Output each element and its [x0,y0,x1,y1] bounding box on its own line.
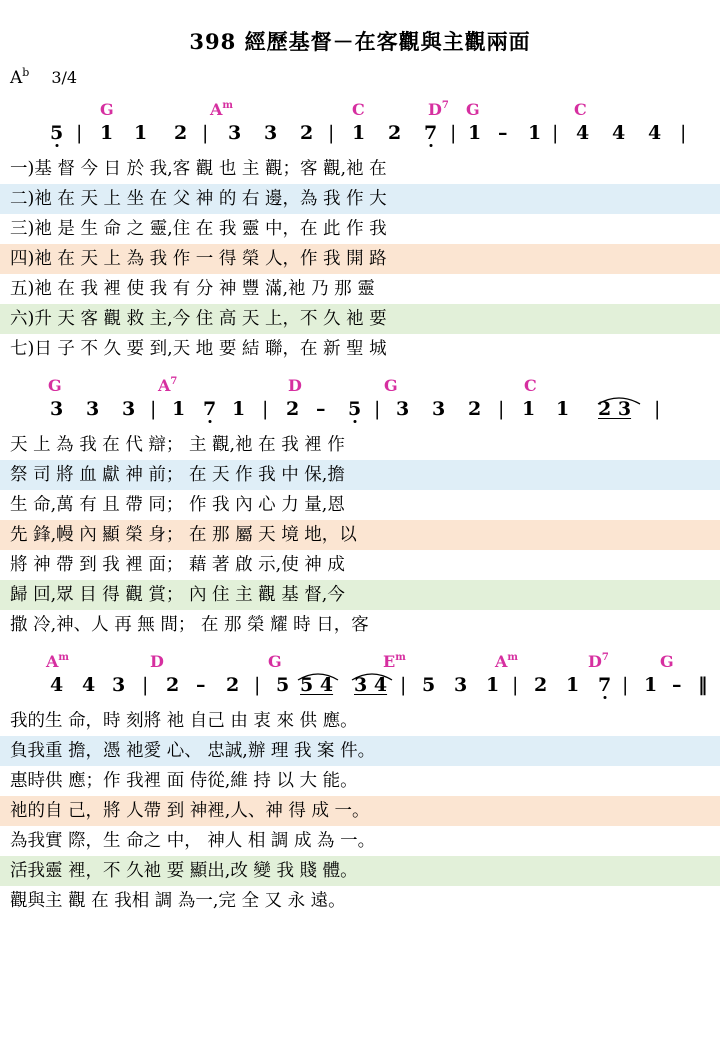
chord-symbol: A m [495,651,519,671]
key-signature-line [0,66,720,88]
note: 1 [100,121,114,144]
note: 2 [468,397,482,420]
lyric-line: 撒 冷,神、人 再 無 間； 在 那 榮 耀 時 日，客 [10,614,369,635]
barline: | [680,121,687,144]
note: 1 [486,673,500,696]
note: 4 [576,121,590,144]
tie-slur [350,670,394,682]
key-flat-symbol: b [22,66,30,79]
chord-symbol: D [150,651,164,671]
note: 4 [50,673,64,696]
chord-symbol: D 7 [588,651,609,671]
note: 7 [598,673,612,696]
note: 2 [174,121,188,144]
lyric-line: 為我實 際，生 命之 中， 神人 相 調 成 為 一。 [10,830,376,851]
note: 5 [422,673,436,696]
barline: | [254,673,261,696]
lyric-line: 祭 司 將 血 獻 神 前； 在 天 作 我 中 保,擔 [0,460,720,490]
barline: | [622,673,629,696]
barline: | [450,121,457,144]
chord-symbol: G [660,651,674,671]
note: 1 [468,121,482,144]
note: – [196,673,206,696]
lyric-line: 我的生 命，時 刻將 祂 自己 由 衷 來 供 應。 [10,710,358,731]
chord-symbol: G [466,99,480,119]
barline: | [142,673,149,696]
barline: | [498,397,505,420]
note-row-3 [0,674,720,706]
note: 2 [534,673,548,696]
barline: | [76,121,83,144]
note: 3 [50,397,64,420]
chord-symbol: E m [383,651,406,671]
lyric-line: 七)日 子 不 久 要 到,天 地 要 結 聯，在 新 聖 城 [10,338,387,359]
note: – [316,397,326,420]
lyric-line: 負我重 擔，憑 祂愛 心、 忠誠,辦 理 我 案 件。 [0,736,720,766]
barline: | [202,121,209,144]
note: 2 [226,673,240,696]
lyric-line: 活我靈 裡，不 久祂 要 顯出,改 變 我 賤 體。 [0,856,720,886]
barline: | [552,121,559,144]
system-2 [0,376,720,640]
note: 1 [232,397,246,420]
chord-symbol: A m [46,651,70,671]
note: 3 [122,397,136,420]
note: 3 [264,121,278,144]
time-signature: 3/4 [51,67,78,87]
note: 2 [166,673,180,696]
note: 2 [300,121,314,144]
note-beamed-pair: 5 4 [300,673,334,696]
chord-symbol: D [288,375,302,395]
lyric-line: 觀與主 觀 在 我相 調 為一,完 全 又 永 遠。 [10,890,346,911]
chord-symbol: G [384,375,398,395]
lyric-line: 生 命,萬 有 且 帶 同； 作 我 內 心 力 量,恩 [10,494,345,515]
note: 1 [644,673,658,696]
note: 7 [424,121,438,144]
chord-symbol: C [574,99,587,119]
barline: | [150,397,157,420]
note: 1 [134,121,148,144]
note-row-1 [0,122,720,154]
tie-slur [296,670,340,682]
chord-symbol: G [100,99,114,119]
note: 2 [388,121,402,144]
chord-symbol: C [524,375,537,395]
lyric-line: 祂的自 己，將 人帶 到 神裡,人、神 得 成 一。 [0,796,720,826]
lyric-line: 惠時供 應；作 我裡 面 侍從,維 持 以 大 能。 [10,770,358,791]
system-3 [0,652,720,916]
note: 1 [352,121,366,144]
note: 1 [172,397,186,420]
key-letter: A [10,67,23,88]
note: 3 [86,397,100,420]
note-row-2 [0,398,720,430]
note: 4 [648,121,662,144]
note: 1 [566,673,580,696]
barline: | [374,397,381,420]
note: 3 [454,673,468,696]
lyric-line: 四)祂 在 天 上 為 我 作 一 得 榮 人，作 我 開 路 [0,244,720,274]
note: 3 [432,397,446,420]
lyric-line: 一)基 督 今 日 於 我,客 觀 也 主 觀；客 觀,祂 在 [10,158,387,179]
barline: | [654,397,661,420]
barline: | [400,673,407,696]
note: 1 [522,397,536,420]
lyrics-block-1 [0,154,720,364]
page-title: 398 經歷基督－在客觀與主觀兩面 [189,29,531,54]
chord-symbol: A m [210,99,234,119]
lyric-line: 五)祂 在 我 裡 使 我 有 分 神 豐 滿,祂 乃 那 靈 [10,278,375,299]
chord-symbol: C [352,99,365,119]
note-beamed-pair: 2 3 [598,397,632,420]
lyric-line: 二)祂 在 天 上 坐 在 父 神 的 右 邊，為 我 作 大 [0,184,720,214]
barline: | [262,397,269,420]
lyric-line: 六)升 天 客 觀 救 主,今 住 高 天 上，不 久 祂 要 [0,304,720,334]
note-beamed-pair: 3 4 [354,673,388,696]
note: 3 [112,673,126,696]
note: 4 [612,121,626,144]
lyric-line: 先 鋒,幔 內 顯 榮 身； 在 那 屬 天 境 地，以 [0,520,720,550]
note: 7 [203,397,217,420]
lyrics-block-2 [0,430,720,640]
lyric-line: 歸 回,眾 目 得 觀 賞； 內 住 主 觀 基 督,今 [0,580,720,610]
system-1 [0,100,720,364]
note: 4 [82,673,96,696]
note: 3 [228,121,242,144]
note: 3 [396,397,410,420]
note: 2 [286,397,300,420]
barline: | [328,121,335,144]
chord-symbol: D 7 [428,99,449,119]
barline: | [512,673,519,696]
chord-row-1 [0,100,720,122]
final-barline: ‖ [698,673,708,696]
lyric-line: 三)祂 是 生 命 之 靈,住 在 我 靈 中，在 此 作 我 [10,218,387,239]
note: 5 [348,397,362,420]
note: 1 [556,397,570,420]
note: 5 [50,121,64,144]
lyric-line: 將 神 帶 到 我 裡 面； 藉 著 啟 示,使 神 成 [10,554,345,575]
chord-symbol: G [48,375,62,395]
note: – [672,673,682,696]
lyrics-block-3 [0,706,720,916]
lyric-line: 天 上 為 我 在 代 辯； 主 觀,祂 在 我 裡 作 [10,434,345,455]
chord-symbol: G [268,651,282,671]
tie-slur [596,394,642,406]
note: 5 [276,673,290,696]
note: – [498,121,508,144]
chord-symbol: A 7 [158,375,178,395]
note: 1 [528,121,542,144]
